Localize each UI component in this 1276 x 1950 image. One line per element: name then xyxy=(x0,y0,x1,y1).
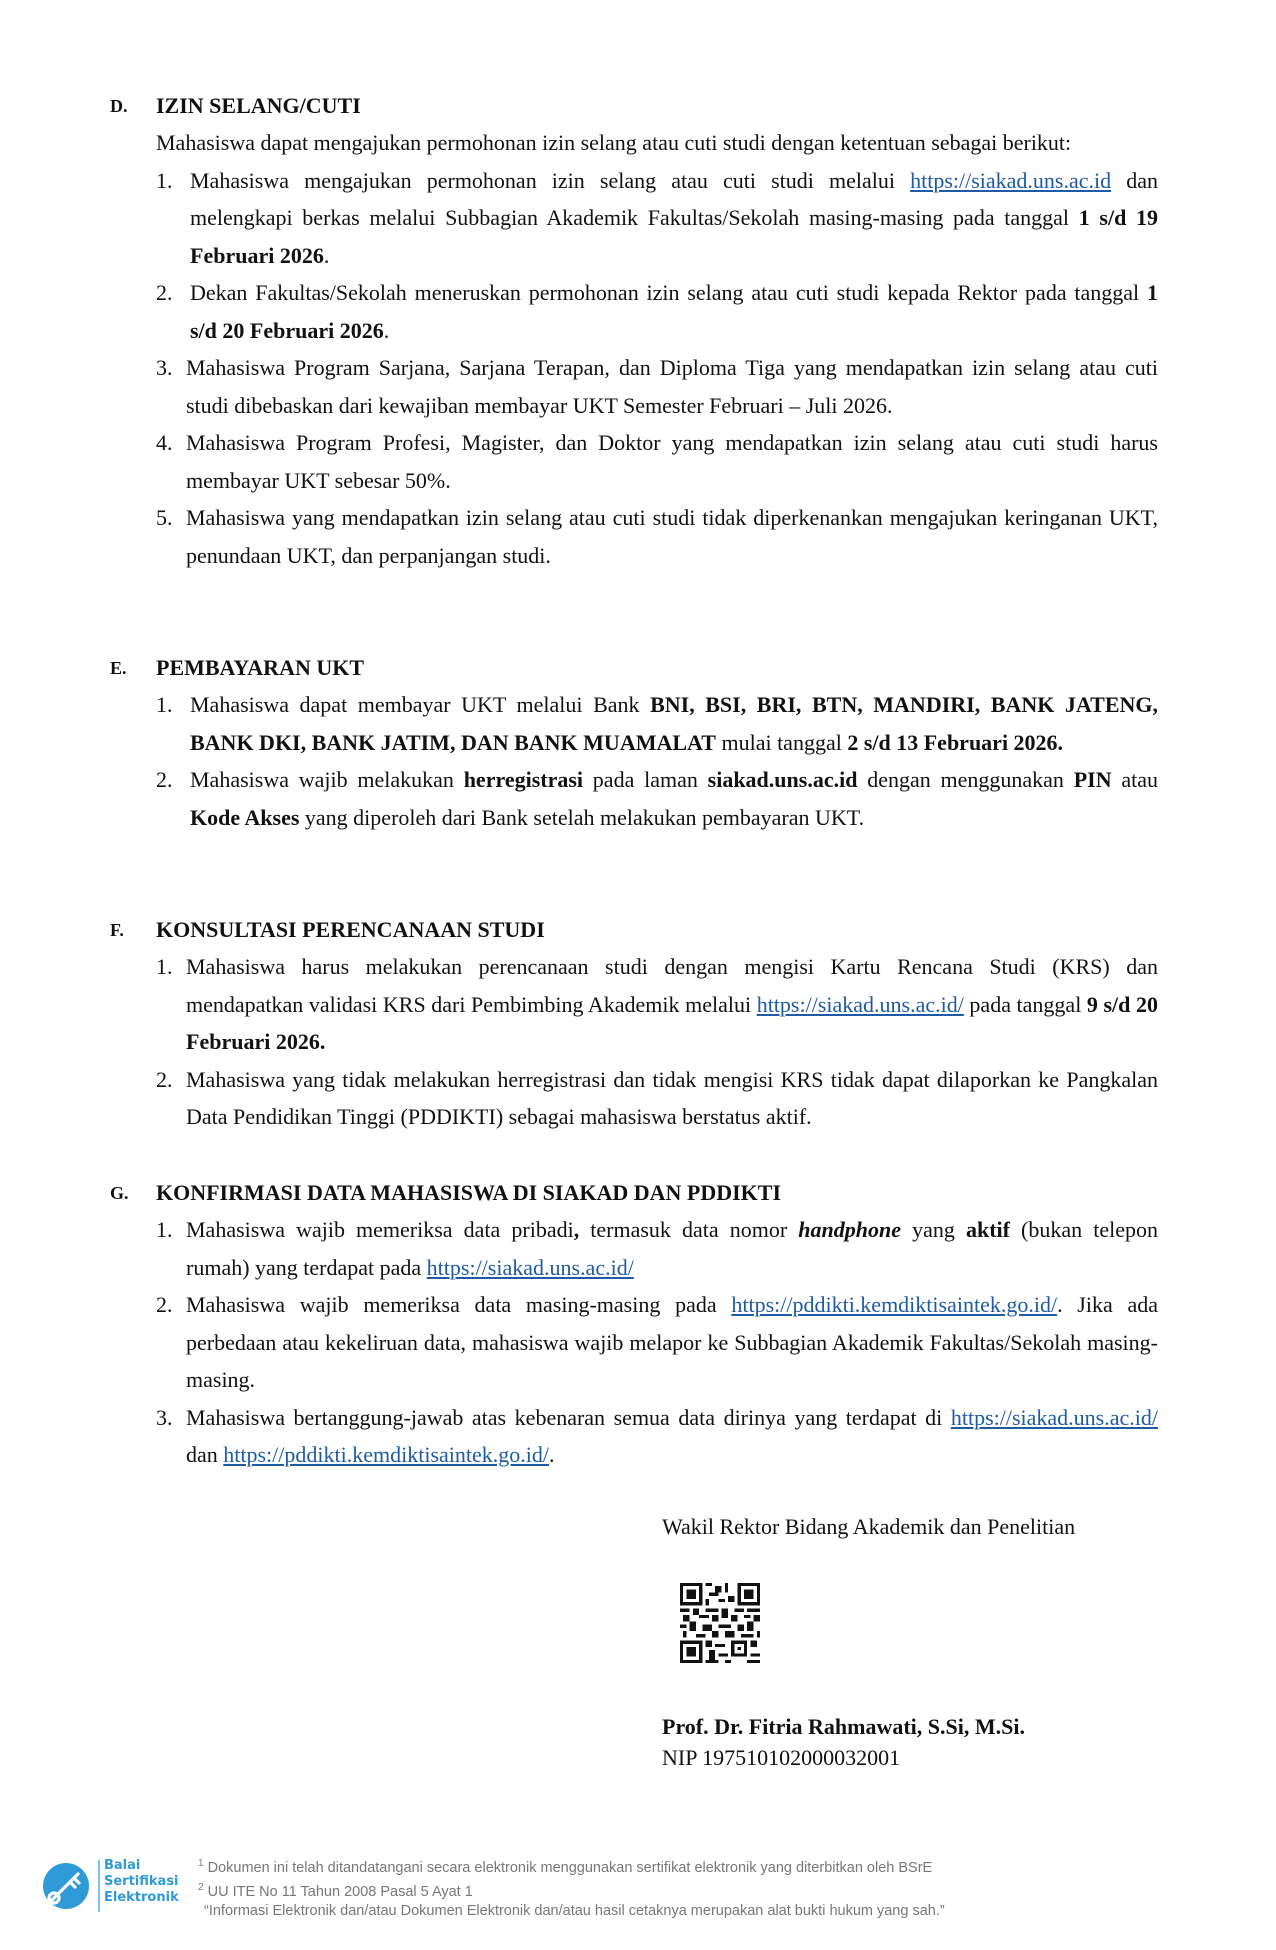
item-text: pada laman xyxy=(583,767,708,792)
section-d xyxy=(110,88,1158,574)
section-title: IZIN SELANG/CUTI xyxy=(156,93,361,118)
item-text: atau xyxy=(1111,767,1158,792)
list-item xyxy=(110,1286,1158,1399)
item-number: 2. xyxy=(156,767,173,792)
list-item xyxy=(110,686,1158,761)
pddikti-link[interactable]: https://pddikti.kemdiktisaintek.go.id/ xyxy=(731,1292,1058,1317)
list-item xyxy=(110,1211,1158,1286)
item-text: dan melengkapi berkas melalui Subbagian Akademik Fakultas/Sekolah masing-masing pada tanggal xyxy=(190,167,1159,230)
item-list xyxy=(110,162,1158,575)
section-title: KONFIRMASI DATA MAHASISWA DI SIAKAD DAN PDDIKTI xyxy=(156,1180,782,1205)
item-text: . xyxy=(548,1442,555,1467)
section-heading xyxy=(110,912,1158,948)
bold-term: siakad.uns.ac.id xyxy=(707,767,858,792)
section-title: KONSULTASI PERENCANAAN STUDI xyxy=(156,917,545,942)
bold-comma: , xyxy=(573,1217,580,1242)
footer-note xyxy=(198,1878,945,1902)
item-text: Mahasiswa wajib memeriksa data masing-masing pada xyxy=(186,1292,732,1317)
bold-italic-term: handphone xyxy=(798,1217,902,1242)
siakad-link[interactable]: https://siakad.uns.ac.id/ xyxy=(950,1404,1158,1430)
item-number: 1. xyxy=(156,954,173,979)
section-intro: Mahasiswa dapat mengajukan permohonan izin selang atau cuti studi dengan ketentuan sebagai berikut: xyxy=(156,130,1072,155)
section-letter: G. xyxy=(110,1183,129,1203)
item-number: 2. xyxy=(156,1292,173,1317)
footnote-text: UU ITE No 11 Tahun 2008 Pasal 5 Ayat 1 xyxy=(203,1883,473,1900)
list-item xyxy=(110,761,1158,836)
signatory-name: Prof. Dr. Fitria Rahmawati, S.Si, M.Si. xyxy=(662,1714,1025,1739)
item-number: 3. xyxy=(156,1404,173,1430)
item-number: 3. xyxy=(156,355,173,380)
footer-note xyxy=(198,1902,945,1921)
item-text: . Jika ada perbedaan atau kekeliruan data, mahasiswa wajib melapor ke Subbagian Akademik Fakultas/Sekolah masing-masing. xyxy=(186,1292,1158,1392)
list-item xyxy=(110,499,1158,574)
item-text: Mahasiswa yang mendapatkan izin selang atau cuti studi tidak diperkenankan mengajukan keringanan UKT, penundaan UKT, dan perpanjangan studi. xyxy=(186,505,1158,568)
item-list xyxy=(110,1211,1158,1474)
section-e xyxy=(110,650,1158,836)
item-text: Mahasiswa wajib melakukan xyxy=(190,767,464,792)
bank-list: BNI, BSI, BRI, BTN, MANDIRI, BANK JATENG, BANK DKI, BANK JATIM, DAN BANK MUAMALAT xyxy=(190,692,1159,755)
footnote-quote: “Informasi Elektronik dan/atau Dokumen Elektronik dan/atau hasil cetaknya merupakan alat bukti hukum yang sah.” xyxy=(204,1902,945,1919)
bold-term: PIN xyxy=(1073,767,1112,792)
section-heading xyxy=(110,1175,1158,1211)
item-text: (bukan telepon rumah) yang terdapat pada xyxy=(186,1217,1158,1280)
logo-line: Elektronik xyxy=(104,1890,179,1905)
item-number: 1. xyxy=(156,167,173,193)
footer-notes xyxy=(198,1854,945,1921)
section-letter: E. xyxy=(110,658,127,678)
section-heading xyxy=(110,88,1158,124)
logo-text xyxy=(104,1858,179,1906)
siakad-link[interactable]: https://siakad.uns.ac.id xyxy=(910,167,1112,193)
item-text: Mahasiswa Program Profesi, Magister, dan Doktor yang mendapatkan izin selang atau cuti studi harus membayar UKT sebesar 50%. xyxy=(186,430,1158,493)
item-number: 2. xyxy=(156,280,173,305)
item-number: 5. xyxy=(156,505,173,530)
item-date: 1 s/d 19 Februari 2026 xyxy=(190,205,1158,268)
item-text: yang xyxy=(901,1217,966,1242)
item-list xyxy=(110,686,1158,836)
item-text: Mahasiswa mengajukan permohonan izin selang atau cuti studi melalui xyxy=(190,167,911,193)
item-text: dengan menggunakan xyxy=(857,767,1074,792)
item-text: . xyxy=(323,242,330,268)
item-list xyxy=(110,948,1158,1136)
item-text: Mahasiswa bertanggung-jawab atas kebenaran semua data dirinya yang terdapat di xyxy=(186,1404,951,1430)
list-item xyxy=(110,1061,1158,1136)
footnote-marker: 2 xyxy=(198,1881,204,1893)
item-text: Mahasiswa Program Sarjana, Sarjana Terapan, dan Diploma Tiga yang mendapatkan izin selang atau cuti studi dibebaskan dari kewajiban membayar UKT Semester Februari – Juli 2026. xyxy=(186,355,1158,418)
item-text: Mahasiswa wajib memeriksa data pribadi xyxy=(186,1217,574,1242)
section-letter: D. xyxy=(110,96,128,116)
qr-code-icon xyxy=(680,1583,760,1663)
signatory-nip: NIP 197510102000032001 xyxy=(662,1745,901,1770)
logo-line: Balai xyxy=(104,1858,141,1873)
logo-line: Sertifikasi xyxy=(104,1874,179,1889)
item-date: 1 s/d 20 Februari 2026 xyxy=(190,280,1158,343)
item-text: termasuk data nomor xyxy=(579,1217,799,1242)
section-g xyxy=(110,1175,1158,1474)
item-date: 9 s/d 20 Februari 2026. xyxy=(186,991,1158,1054)
bold-term: herregistrasi xyxy=(463,767,584,792)
item-text: mulai tanggal xyxy=(715,729,848,755)
footer-note xyxy=(198,1854,945,1878)
item-text: dan xyxy=(186,1442,224,1467)
item-number: 1. xyxy=(156,692,173,717)
section-heading xyxy=(110,650,1158,686)
item-text: Mahasiswa dapat membayar UKT melalui Bank xyxy=(190,692,651,717)
list-item xyxy=(110,948,1158,1061)
item-text: yang diperoleh dari Bank setelah melakukan pembayaran UKT. xyxy=(299,804,865,830)
item-text: Dekan Fakultas/Sekolah meneruskan permohonan izin selang atau cuti studi kepada Rektor pada tanggal xyxy=(190,280,1147,305)
item-text: . xyxy=(383,317,390,343)
siakad-link[interactable]: https://siakad.uns.ac.id/ xyxy=(426,1254,634,1280)
section-f xyxy=(110,912,1158,1136)
siakad-link[interactable]: https://siakad.uns.ac.id/ xyxy=(756,991,964,1017)
item-text: pada tanggal xyxy=(963,991,1087,1017)
list-item xyxy=(110,349,1158,424)
bsre-logo xyxy=(40,1858,180,1914)
list-item xyxy=(110,274,1158,349)
key-icon xyxy=(42,1862,90,1910)
list-item xyxy=(110,1399,1158,1474)
item-number: 4. xyxy=(156,430,173,455)
section-title: PEMBAYARAN UKT xyxy=(156,655,365,680)
logo-divider xyxy=(98,1860,100,1912)
footnote-text: Dokumen ini telah ditandatangani secara elektronik menggunakan sertifikat elektronik yang diterbitkan oleh BSrE xyxy=(203,1859,933,1876)
list-item xyxy=(110,162,1158,275)
bold-term: aktif xyxy=(965,1217,1010,1242)
item-text: Mahasiswa yang tidak melakukan herregistrasi dan tidak mengisi KRS tidak dapat dilaporkan ke Pangkalan Data Pendidikan Tinggi (PDDIKTI) sebagai mahasiswa berstatus aktif. xyxy=(186,1066,1158,1129)
item-number: 2. xyxy=(156,1066,173,1092)
pddikti-link[interactable]: https://pddikti.kemdiktisaintek.go.id/ xyxy=(223,1442,549,1467)
item-number: 1. xyxy=(156,1217,173,1242)
item-text: Mahasiswa harus melakukan perencanaan studi dengan mengisi Kartu Rencana Studi (KRS) dan mendapatkan validasi KRS dari Pembimbing Akademik melalui xyxy=(186,954,1158,1017)
bold-term: Kode Akses xyxy=(190,804,300,830)
footnote-marker: 1 xyxy=(198,1858,204,1869)
signatory-position: Wakil Rektor Bidang Akademik dan Penelitian xyxy=(662,1514,1076,1539)
section-letter: F. xyxy=(110,920,124,940)
item-date: 2 s/d 13 Februari 2026. xyxy=(847,729,1064,755)
list-item xyxy=(110,424,1158,499)
